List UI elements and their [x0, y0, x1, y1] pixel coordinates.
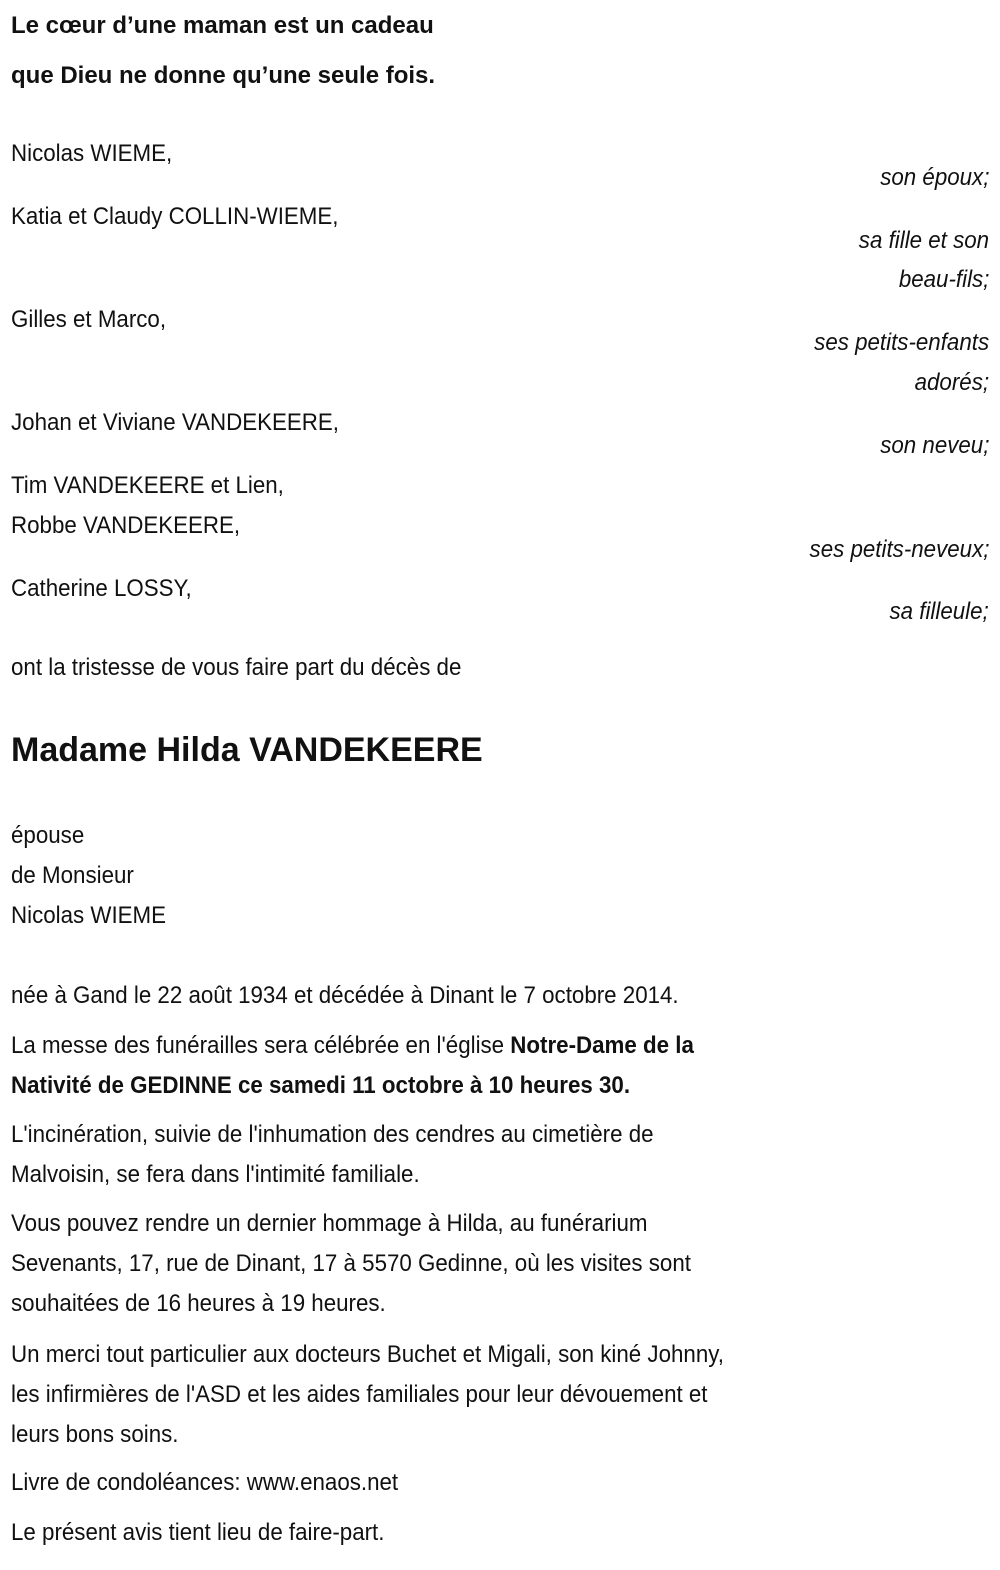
family-name: Robbe VANDEKEERE, [11, 512, 241, 539]
family-relation: sa fille et son [858, 227, 989, 254]
thanks-text: leurs bons soins. [11, 1421, 179, 1448]
thanks-text: Un merci tout particulier aux docteurs Buchet et Migali, son kiné Johnny, [11, 1341, 724, 1368]
deceased-name: Madame Hilda VANDEKEERE [11, 731, 483, 769]
family-name: Katia et Claudy COLLIN-WIEME, [11, 203, 339, 230]
family-name: Gilles et Marco, [11, 306, 167, 333]
condolences-text [11, 1468, 398, 1498]
notice-text: Le présent avis tient lieu de faire-part. [11, 1519, 385, 1546]
family-relation: ses petits-enfants [814, 329, 989, 356]
mass-intro: La messe des funérailles sera célébrée en l'église [11, 1032, 511, 1059]
family-relation: adorés; [914, 369, 989, 396]
family-relation: sa filleule; [889, 598, 989, 625]
family-relation: son neveu; [879, 432, 989, 459]
epigraph-line-1: Le cœur d’une maman est un cadeau [11, 12, 434, 39]
spouse-line: de Monsieur [11, 862, 134, 889]
family-name: Johan et Viviane VANDEKEERE, [11, 409, 339, 436]
birth-death-text: née à Gand le 22 août 1934 et décédée à Dinant le 7 octobre 2014. [11, 982, 679, 1009]
thanks-text: les infirmières de l'ASD et les aides familiales pour leur dévouement et [11, 1381, 708, 1408]
family-relation: ses petits-neveux; [809, 536, 989, 563]
announcement-text: ont la tristesse de vous faire part du décès de [11, 654, 462, 681]
cremation-text: Malvoisin, se fera dans l'intimité familiale. [11, 1161, 420, 1188]
spouse-line: épouse [11, 822, 85, 849]
visit-text: souhaitées de 16 heures à 19 heures. [11, 1290, 386, 1317]
mass-text [11, 1031, 694, 1061]
family-name: Catherine LOSSY, [11, 575, 192, 602]
mass-location: Notre-Dame de la [510, 1032, 694, 1059]
visit-text: Sevenants, 17, rue de Dinant, 17 à 5570 Gedinne, où les visites sont [11, 1250, 691, 1277]
family-name: Nicolas WIEME, [11, 140, 173, 167]
family-relation: beau-fils; [898, 266, 989, 293]
cremation-text: L'incinération, suivie de l'inhumation des cendres au cimetière de [11, 1121, 654, 1148]
family-relation: son époux; [879, 164, 989, 191]
condolences-label: Livre de condoléances: [11, 1469, 247, 1496]
family-name: Tim VANDEKEERE et Lien, [11, 472, 284, 499]
mass-datetime: Nativité de GEDINNE ce samedi 11 octobre à 10 heures 30. [11, 1072, 631, 1099]
visit-text: Vous pouvez rendre un dernier hommage à Hilda, au funérarium [11, 1210, 648, 1237]
mass-text [11, 1071, 630, 1101]
spouse-line: Nicolas WIEME [11, 902, 167, 929]
condolences-link[interactable]: www.enaos.net [246, 1469, 399, 1496]
epigraph-line-2: que Dieu ne donne qu’une seule fois. [11, 62, 436, 89]
